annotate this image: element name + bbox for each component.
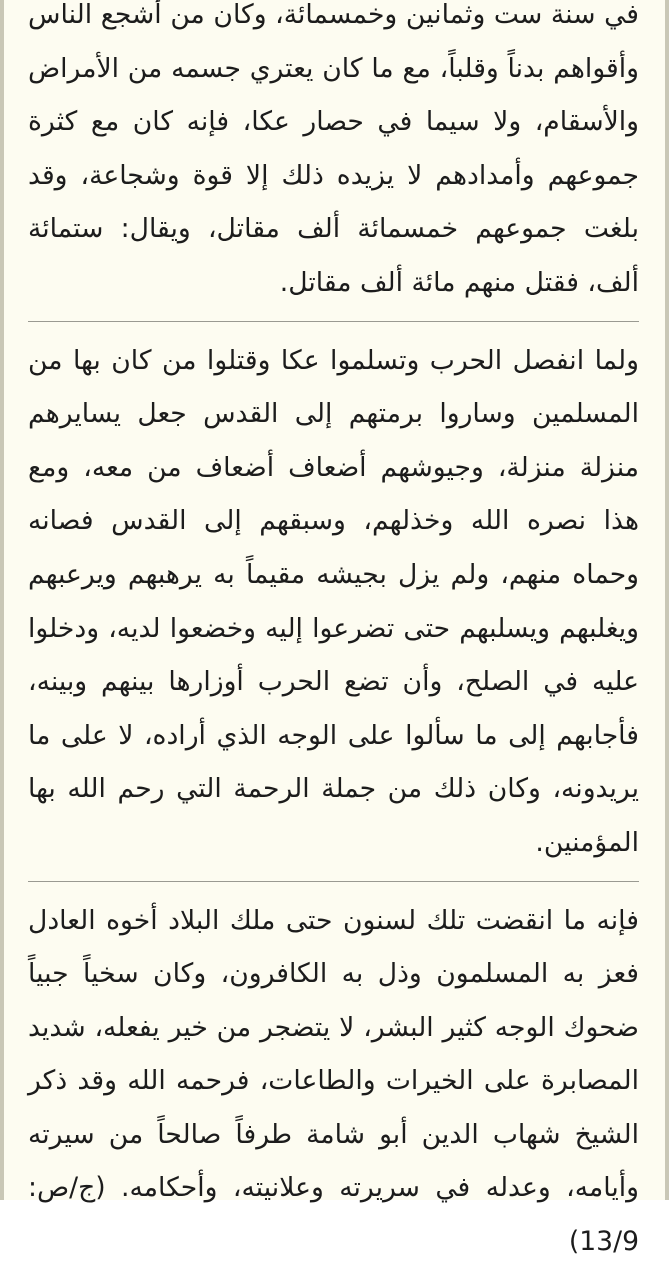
paragraph-2: ولما انفصل الحرب وتسلموا عكا وقتلوا من كان بها من المسلمين وساروا برمتهم إلى القدس جعل يسايرهم منزلة منزلة، وجيوشهم أضعاف أضعاف من معه، ومع هذا نصره الله وخذلهم، وسبقهم إلى القدس فصانه وحماه منهم، ولم يزل بجيشه مقيماً به يرهبهم ويرعبهم ويغلبهم ويسلبهم حتى تضرعوا إليه وخضعوا لديه، ودخلوا عليه في الصلح، وأن تضع الحرب أوزارها بينهم وبينه، فأجابهم إلى ما سألوا على الوجه الذي أراده، لا على ما يريدونه، وكان ذلك من جملة الرحمة التي رحم الله بها المؤمنين. xyxy=(28,334,639,882)
paragraph-1: في سنة ست وثمانين وخمسمائة، وكان من أشجع الناس وأقواهم بدناً وقلباً، مع ما كان يعتري جسمه من الأمراض والأسقام، ولا سيما في حصار عكا، فإنه كان مع كثرة جموعهم وأمدادهم لا يزيده ذلك إلا قوة وشجاعة، وقد بلغت جموعهم خمسمائة ألف مقاتل، ويقال: ستمائة ألف، فقتل منهم مائة ألف مقاتل. xyxy=(28,0,639,322)
paragraph-3: فإنه ما انقضت تلك لسنون حتى ملك البلاد أخوه العادل فعز به المسلمون وذل به الكافرون، وكان سخياً جبياً ضحوك الوجه كثير البشر، لا يتضجر من خير يفعله، شديد المصابرة على الخيرات والطاعات، فرحمه الله وقد ذكر الشيخ شهاب الدين أبو شامة طرفاً صالحاً من سيرته وأيامه، وعدله في سريرته وعلانيته، وأحكامه. (ج/ص: 13/9) xyxy=(28,904,639,1258)
document-page xyxy=(28,0,639,1269)
